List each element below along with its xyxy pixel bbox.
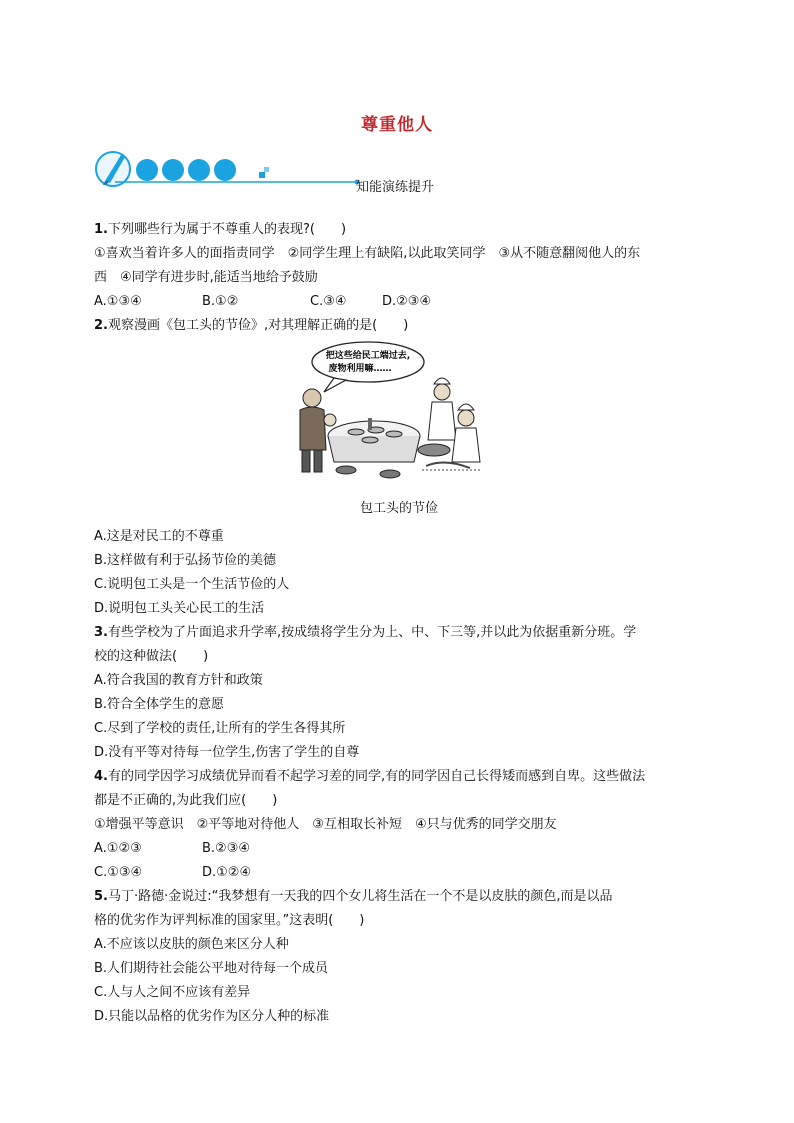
question-5 [94,885,704,1029]
questions-area [94,218,704,1029]
question-stem: 马丁·路德·金说过:“我梦想有一天我的四个女儿将生活在一个不是以皮肤的颜色,而是以品 [107,889,613,904]
option-row [94,290,704,314]
option-a[interactable]: A.①②③ [94,841,142,856]
question-stem-continued: 都是不正确的,为此我们应( ) [94,793,278,808]
option-row [94,837,704,861]
question-stem: 有些学校为了片面追求升学率,按成绩将学生分为上、中、下三等,并以此为依据重新分班。学 [107,625,637,640]
question-stem: 下列哪些行为属于不尊重人的表现?( ) [107,222,347,237]
speech-text-2: 废物利用嘛…… [328,364,392,374]
option-d[interactable]: D.②③④ [382,294,432,309]
option-c[interactable]: C.尽到了学校的责任,让所有的学生各得其所 [94,721,346,736]
cartoon-figure [94,340,704,495]
dot-icon-1 [136,159,158,181]
option-a[interactable]: A.符合我国的教育方针和政策 [94,673,263,688]
option-d[interactable]: D.说明包工头关心民工的生活 [94,601,265,616]
question-stem: 有的同学因学习成绩优异而看不起学习差的同学,有的同学因自己长得矮而感到自卑。这些做法 [107,769,646,784]
speech-text-1: 把这些给民工端过去, [325,351,411,361]
square-icon [259,172,265,178]
question-number: 1. [94,222,108,237]
option-b[interactable]: B.①② [202,294,239,309]
option-a[interactable]: A.这是对民工的不尊重 [94,529,224,544]
dot-icon-2 [162,159,184,181]
question-number: 2. [94,318,108,333]
question-number: 4. [94,769,108,784]
question-stem-continued: 格的优劣作为评判标准的国家里。”这表明( ) [94,913,365,928]
question-1 [94,218,704,314]
option-c[interactable]: C.①③④ [94,865,143,880]
cartoon-caption: 包工头的节俭 [359,501,438,516]
option-b[interactable]: B.②③④ [202,841,251,856]
option-b[interactable]: B.人们期待社会能公平地对待每一个成员 [94,961,329,976]
option-d[interactable]: D.只能以品格的优劣作为区分人种的标准 [94,1009,330,1024]
section-label: 知能演练提升 [356,180,435,195]
dot-icon-4 [214,159,236,181]
page-title: 尊重他人 [361,115,433,135]
option-d[interactable]: D.①②④ [202,865,252,880]
option-d[interactable]: D.没有平等对待每一位学生,伤害了学生的自尊 [94,745,360,760]
option-b[interactable]: B.符合全体学生的意愿 [94,697,225,712]
question-number: 5. [94,889,108,904]
option-a[interactable]: A.不应该以皮肤的颜色来区分人种 [94,937,289,952]
question-stem: 观察漫画《包工头的节俭》,对其理解正确的是( ) [107,318,409,333]
option-b[interactable]: B.这样做有利于弘扬节俭的美德 [94,553,277,568]
option-c[interactable]: C.③④ [310,294,347,309]
question-4 [94,765,704,885]
question-3 [94,621,704,765]
question-stem-continued: 校的这种做法( ) [94,649,209,664]
dot-icon-3 [188,159,210,181]
question-2 [94,314,704,621]
statement-line: ①喜欢当着许多人的面指责同学 ②同学生理上有缺陷,以此取笑同学 ③从不随意翻阅他人的东 [94,246,641,261]
option-c[interactable]: C.说明包工头是一个生活节俭的人 [94,577,290,592]
statement-line: 西 ④同学有进步时,能适当地给予鼓励 [94,270,318,285]
question-number: 3. [94,625,108,640]
option-a[interactable]: A.①③④ [94,294,142,309]
cartoon-image [294,340,484,490]
option-row [94,861,704,885]
option-c[interactable]: C.人与人之间不应该有差异 [94,985,251,1000]
statement-line: ①增强平等意识 ②平等地对待他人 ③互相取长补短 ④只与优秀的同学交朋友 [94,817,557,832]
